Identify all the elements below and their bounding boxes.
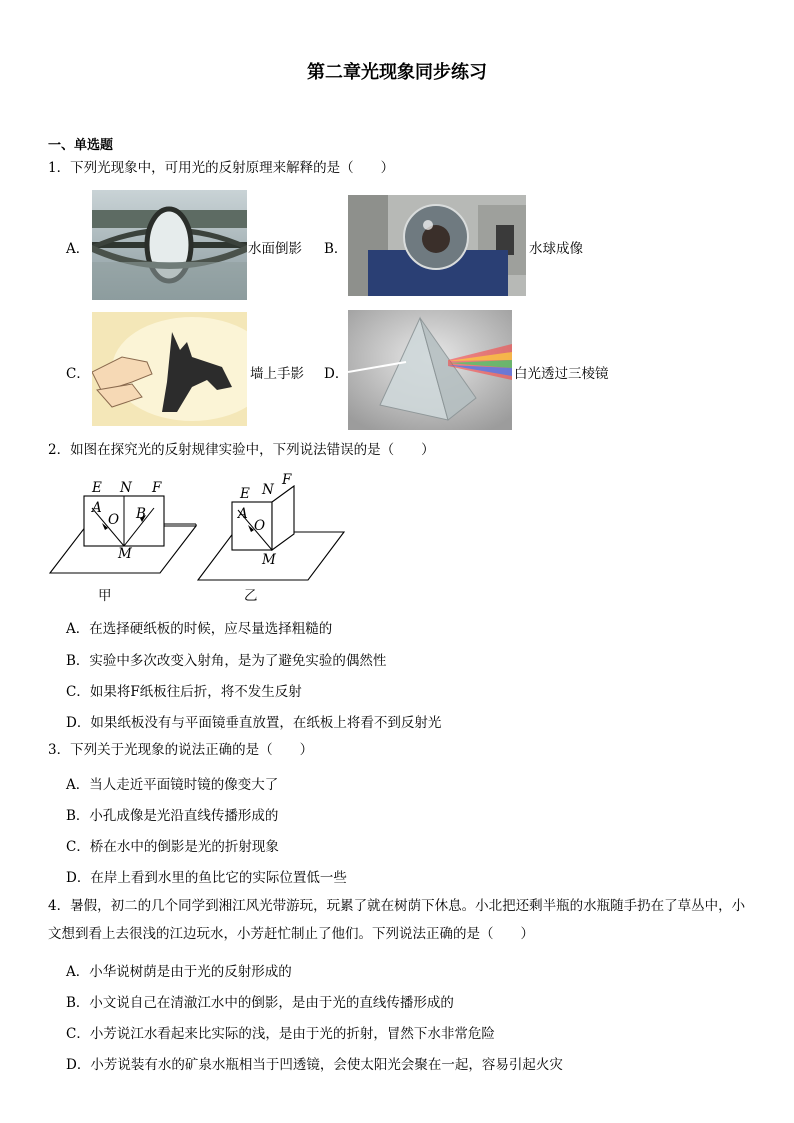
q3-option-a: A．当人走近平面镜时镜的像变大了 <box>66 777 279 793</box>
q2-option-a: A．在选择硬纸板的时候，应尽量选择粗糙的 <box>66 621 333 637</box>
q1-option-d-text: 白光透过三棱镜 <box>514 366 609 382</box>
label-e-left: E <box>92 480 102 496</box>
q1-option-c-text: 墙上手影 <box>250 366 304 382</box>
figure-caption-jia: 甲 <box>98 588 112 604</box>
q1-option-a-text: 水面倒影 <box>248 241 302 257</box>
question-3-stem: 3．下列关于光现象的说法正确的是（ ） <box>48 742 314 758</box>
q4-option-d: D．小芳说装有水的矿泉水瓶相当于凹透镜，会使太阳光会聚在一起，容易引起火灾 <box>66 1057 563 1073</box>
prism-image <box>348 310 512 430</box>
q1-option-a-letter: A． <box>66 241 90 257</box>
page-title: 第二章光现象同步练习 <box>307 62 487 83</box>
label-o-left: O <box>108 512 120 528</box>
figure-caption-yi: 乙 <box>244 588 258 604</box>
label-a-left: A <box>92 500 102 516</box>
q3-option-c: C．桥在水中的倒影是光的折射现象 <box>66 839 279 855</box>
question-2-stem: 2．如图在探究光的反射规律实验中，下列说法错误的是（ ） <box>48 442 435 458</box>
q4-option-b: B．小文说自己在清澈江水中的倒影，是由于光的直线传播形成的 <box>66 995 454 1011</box>
label-e-right: E <box>240 486 250 502</box>
label-o-right: O <box>254 518 266 534</box>
question-4-stem: 4．暑假，初二的几个同学到湘江风光带游玩，玩累了就在树荫下休息。小北把还剩半瓶的水瓶随手扔在了草丛中，小文想到看上去很浅的江边玩水，小芳赶忙制止了他们。下列说法正确的是（ ） <box>48 898 746 942</box>
label-f-left: F <box>152 480 162 496</box>
q1-option-b-letter: B． <box>324 241 348 257</box>
q3-option-d: D．在岸上看到水里的鱼比它的实际位置低一些 <box>66 870 347 886</box>
q1-option-b-text: 水球成像 <box>529 241 583 257</box>
label-n-left: N <box>120 480 132 496</box>
question-1-stem: 1．下列光现象中，可用光的反射原理来解释的是（ ） <box>48 160 395 176</box>
label-f-right: F <box>282 472 292 488</box>
q2-option-d: D．如果纸板没有与平面镜垂直放置，在纸板上将看不到反射光 <box>66 715 442 731</box>
q2-option-b: B．实验中多次改变入射角，是为了避免实验的偶然性 <box>66 653 387 669</box>
label-n-right: N <box>262 482 274 498</box>
hand-shadow-image <box>92 312 247 426</box>
q2-option-c: C．如果将F纸板往后折，将不发生反射 <box>66 684 302 700</box>
q4-option-c: C．小芳说江水看起来比实际的浅，是由于光的折射，冒然下水非常危险 <box>66 1026 495 1042</box>
water-ball-image <box>348 195 526 296</box>
q1-option-d-letter: D． <box>324 366 349 382</box>
q1-option-c-letter: C． <box>66 366 90 382</box>
q4-option-a: A．小华说树荫是由于光的反射形成的 <box>66 964 292 980</box>
label-m-left: M <box>118 546 132 562</box>
label-a-right: A <box>238 506 248 522</box>
q3-option-b: B．小孔成像是光沿直线传播形成的 <box>66 808 279 824</box>
bridge-reflection-image <box>92 190 247 300</box>
label-m-right: M <box>262 552 276 568</box>
label-b-left: B <box>136 506 146 522</box>
section-heading: 一、单选题 <box>48 138 114 153</box>
